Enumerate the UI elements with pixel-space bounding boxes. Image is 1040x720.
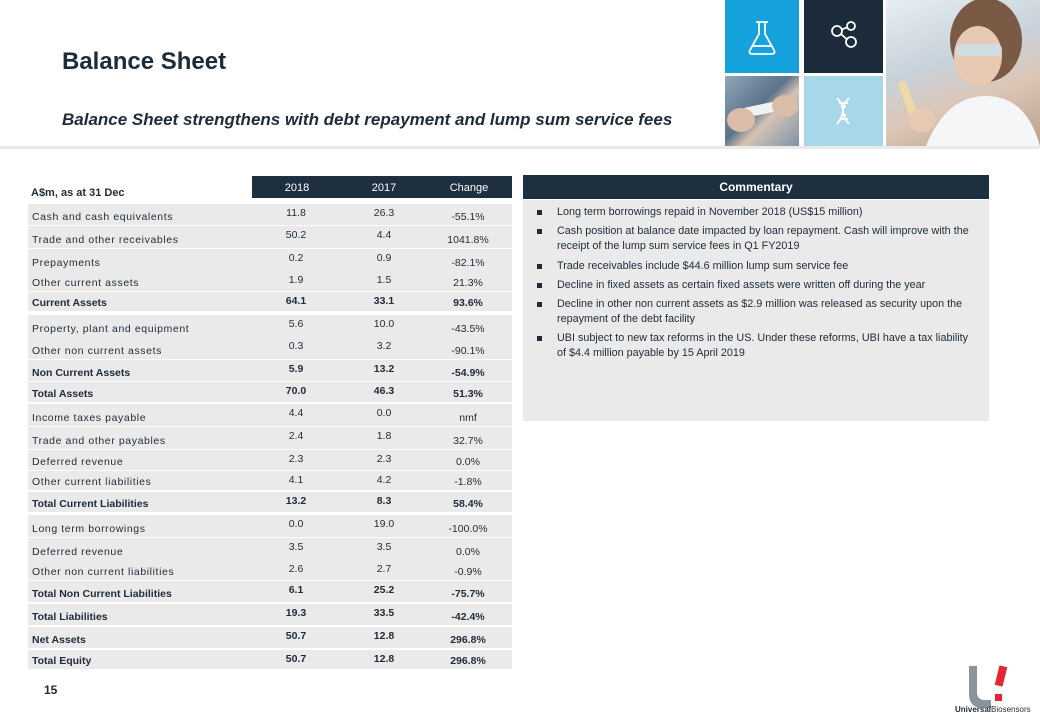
- value-change: -0.9%: [454, 566, 482, 578]
- table-row: [28, 650, 512, 669]
- bullet-icon: [537, 210, 542, 215]
- table-row: [28, 515, 512, 537]
- header-rule: [0, 146, 1040, 149]
- value-change: 93.6%: [453, 297, 483, 309]
- table-column-header: [252, 176, 512, 198]
- commentary-header: [523, 175, 989, 199]
- table-row: [28, 204, 512, 225]
- row-label: Other current liabilities: [32, 476, 152, 488]
- commentary-bullet: Decline in fixed assets as certain fixed assets were written off during the year: [537, 278, 977, 293]
- table-unit-label: A$m, as at 31 Dec: [31, 187, 125, 199]
- row-label: Total Assets: [32, 388, 94, 400]
- table-row: [28, 360, 512, 381]
- table-row: [28, 581, 512, 602]
- logo-text: UniversalBiosensors: [955, 705, 1031, 714]
- value-2017: 4.4: [376, 229, 392, 241]
- value-2017: 4.2: [376, 474, 392, 486]
- row-label: Current Assets: [32, 297, 107, 309]
- table-row: [28, 315, 512, 337]
- bullet-icon: [537, 283, 542, 288]
- table-row: [28, 249, 512, 271]
- value-change: -55.1%: [451, 211, 485, 223]
- value-change: -100.0%: [448, 523, 488, 535]
- value-2017: 12.8: [373, 630, 395, 642]
- molecule-tile: [804, 0, 883, 73]
- row-label: Income taxes payable: [32, 412, 147, 424]
- value-2018: 19.3: [285, 607, 307, 619]
- value-2018: 5.9: [288, 363, 304, 375]
- row-label: Trade and other payables: [32, 435, 166, 447]
- row-label: Other current assets: [32, 277, 140, 289]
- value-2018: 50.2: [285, 229, 307, 241]
- column-header-2017: 2017: [371, 182, 397, 194]
- value-2018: 6.1: [288, 584, 304, 596]
- value-2017: 46.3: [373, 385, 395, 397]
- commentary-bullet: Long term borrowings repaid in November 2018 (US$15 million): [537, 205, 977, 220]
- commentary-bullet: Decline in other non current assets as $2.9 million was released as security upon the repayment of the debt facility: [537, 297, 977, 327]
- flask-icon: [725, 0, 799, 73]
- row-label: Cash and cash equivalents: [32, 211, 174, 223]
- value-change: 0.0%: [456, 456, 480, 468]
- value-2018: 2.4: [288, 430, 304, 442]
- column-header-2018: 2018: [284, 182, 310, 194]
- value-change: -82.1%: [451, 257, 485, 269]
- table-row: [28, 604, 512, 625]
- row-label: Net Assets: [32, 634, 86, 646]
- row-label: Other non current liabilities: [32, 566, 175, 578]
- value-2018: 0.2: [288, 252, 304, 264]
- commentary-panel: [523, 200, 989, 421]
- value-2017: 12.8: [373, 653, 395, 665]
- commentary-bullet: Trade receivables include $44.6 million lump sum service fee: [537, 259, 977, 274]
- value-change: 21.3%: [453, 277, 483, 289]
- value-2017: 10.0: [373, 318, 395, 330]
- value-2017: 0.0: [376, 407, 392, 419]
- bullet-icon: [537, 302, 542, 307]
- value-2018: 13.2: [285, 495, 307, 507]
- table-row: [28, 450, 512, 470]
- value-2018: 3.5: [288, 541, 304, 553]
- table-row: [28, 492, 512, 512]
- value-change: -43.5%: [451, 323, 485, 335]
- row-label: Property, plant and equipment: [32, 323, 190, 335]
- value-2017: 19.0: [373, 518, 395, 530]
- value-change: 51.3%: [453, 388, 483, 400]
- value-change: 32.7%: [453, 435, 483, 447]
- value-change: nmf: [459, 412, 477, 424]
- molecule-icon: [804, 0, 883, 73]
- value-2017: 8.3: [376, 495, 392, 507]
- value-2017: 13.2: [373, 363, 395, 375]
- bullet-icon: [537, 336, 542, 341]
- value-2018: 0.3: [288, 340, 304, 352]
- row-label: Deferred revenue: [32, 456, 124, 468]
- value-2017: 3.5: [376, 541, 392, 553]
- value-change: 296.8%: [450, 655, 486, 667]
- table-row: [28, 226, 512, 248]
- value-2017: 2.7: [376, 563, 392, 575]
- value-2017: 33.1: [373, 295, 395, 307]
- value-2017: 2.3: [376, 453, 392, 465]
- value-change: -90.1%: [451, 345, 485, 357]
- value-2018: 64.1: [285, 295, 307, 307]
- value-change: 58.4%: [453, 498, 483, 510]
- row-label: Total Equity: [32, 655, 92, 667]
- value-change: 1041.8%: [447, 234, 489, 246]
- value-2018: 50.7: [285, 653, 307, 665]
- table-row: [28, 627, 512, 648]
- value-2018: 50.7: [285, 630, 307, 642]
- commentary-title: Commentary: [719, 180, 793, 194]
- value-change: -54.9%: [451, 367, 485, 379]
- value-2017: 25.2: [373, 584, 395, 596]
- table-row: [28, 271, 512, 291]
- value-change: -1.8%: [454, 476, 482, 488]
- table-row: [28, 382, 512, 402]
- table-row: [28, 560, 512, 580]
- table-row: [28, 337, 512, 359]
- value-2018: 11.8: [286, 207, 306, 219]
- commentary-bullet: Cash position at balance date impacted by loan repayment. Cash will improve with the receipt of the lump sum service fees in Q1 FY2019: [537, 224, 977, 254]
- value-change: -42.4%: [451, 611, 485, 623]
- value-2018: 70.0: [285, 385, 307, 397]
- value-2018: 1.9: [288, 274, 304, 286]
- table-row: [28, 471, 512, 490]
- page-subtitle: Balance Sheet strengthens with debt repayment and lump sum service fees: [62, 110, 673, 129]
- row-label: Prepayments: [32, 257, 101, 269]
- page-title: Balance Sheet: [62, 48, 227, 75]
- row-label: Other non current assets: [32, 345, 162, 357]
- row-label: Deferred revenue: [32, 546, 124, 558]
- hands-photo: [725, 76, 799, 146]
- value-2017: 26.3: [373, 207, 395, 219]
- flask-tile: [725, 0, 799, 73]
- row-label: Total Liabilities: [32, 611, 108, 623]
- row-label: Non Current Assets: [32, 367, 131, 379]
- value-2018: 2.6: [288, 563, 304, 575]
- value-change: -75.7%: [451, 588, 485, 600]
- value-2017: 1.8: [376, 430, 392, 442]
- row-label: Total Non Current Liabilities: [32, 588, 172, 600]
- table-row: [28, 292, 512, 311]
- page-number: 15: [44, 683, 58, 697]
- row-label: Trade and other receivables: [32, 234, 179, 246]
- column-header-change: Change: [449, 182, 489, 194]
- value-change: 0.0%: [456, 546, 480, 558]
- value-2018: 4.1: [288, 474, 304, 486]
- value-2018: 5.6: [288, 318, 304, 330]
- value-2017: 33.5: [373, 607, 395, 619]
- table-row: [28, 427, 512, 449]
- value-2018: 4.4: [288, 407, 304, 419]
- table-row: [28, 404, 512, 426]
- bullet-icon: [537, 264, 542, 269]
- row-label: Long term borrowings: [32, 523, 146, 535]
- value-2018: 2.3: [288, 453, 304, 465]
- bullet-icon: [537, 229, 542, 234]
- dna-tile: [804, 76, 883, 146]
- value-change: 296.8%: [450, 634, 486, 646]
- value-2017: 0.9: [376, 252, 392, 264]
- value-2018: 0.0: [288, 518, 304, 530]
- value-2017: 1.5: [376, 274, 392, 286]
- row-label: Total Current Liabilities: [32, 498, 149, 510]
- scientist-photo: [886, 0, 1040, 146]
- table-row: [28, 538, 512, 560]
- commentary-bullet: UBI subject to new tax reforms in the US. Under these reforms, UBI have a tax liability of $4.4 million payable by 15 April 2019: [537, 331, 977, 361]
- value-2017: 3.2: [376, 340, 392, 352]
- dna-icon: [804, 76, 883, 146]
